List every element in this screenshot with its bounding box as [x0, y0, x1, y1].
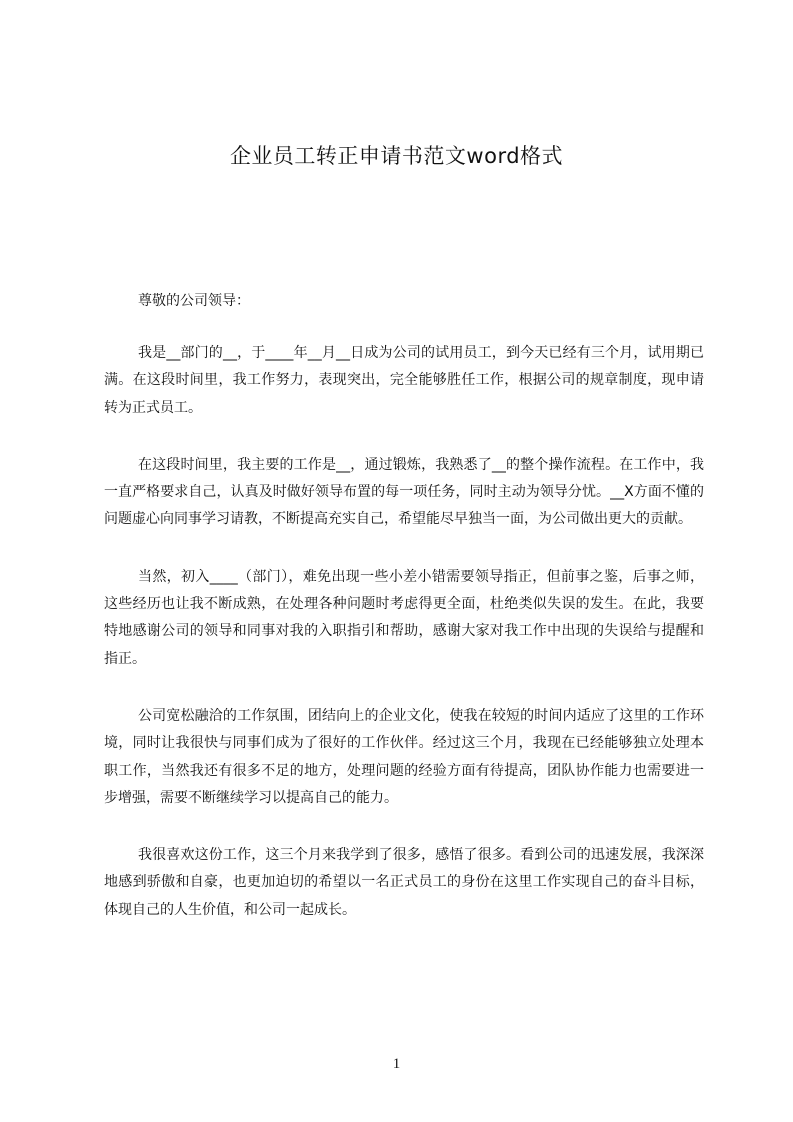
- salutation: 尊敬的公司领导：: [138, 293, 250, 309]
- page-number: 1: [392, 1056, 401, 1072]
- paragraph: 我是__部门的__，于____年__月__日成为公司的试用员工，到今天已经有三个月，试用期已满。在这段时间里，我工作努力，表现突出，完全能够胜任工作，根据公司的规章制度，现申请转为正式员工。: [104, 345, 704, 416]
- document-body: [104, 340, 704, 954]
- paragraph: 公司宽松融洽的工作氛围，团结向上的企业文化，使我在较短的时间内适应了这里的工作环境，同时让我很快与同事们成为了很好的工作伙伴。经过这三个月，我现在已经能够独立处理本职工作，当然我还有很多不足的地方，处理问题的经验方面有待提高，团队协作能力也需要进一步增强，需要不断继续学习以提高自己的能力。: [104, 707, 704, 806]
- document-title: 企业员工转正申请书范文word格式: [229, 144, 564, 168]
- paragraph: 在这段时间里，我主要的工作是__，通过锻炼，我熟悉了__的整个操作流程。在工作中，我一直严格要求自己，认真及时做好领导布置的每一项任务，同时主动为领导分忧。__X方面不懂的问题虚心向同事学习请教，不断提高充实自己，希望能尽早独当一面，为公司做出更大的贡献。: [104, 456, 704, 528]
- paragraph: 我很喜欢这份工作，这三个月来我学到了很多，感悟了很多。看到公司的迅速发展，我深深地感到骄傲和自豪，也更加迫切的希望以一名正式员工的身份在这里工作实现自己的奋斗目标，体现自己的人生价值，和公司一起成长。: [104, 847, 704, 918]
- paragraph: 当然，初入____（部门），难免出现一些小差小错需要领导指正，但前事之鉴，后事之师，这些经历也让我不断成熟，在处理各种问题时考虑得更全面，杜绝类似失误的发生。在此，我要特地感谢公司的领导和同事对我的入职指引和帮助，感谢大家对我工作中出现的失误给与提醒和指正。: [104, 568, 704, 667]
